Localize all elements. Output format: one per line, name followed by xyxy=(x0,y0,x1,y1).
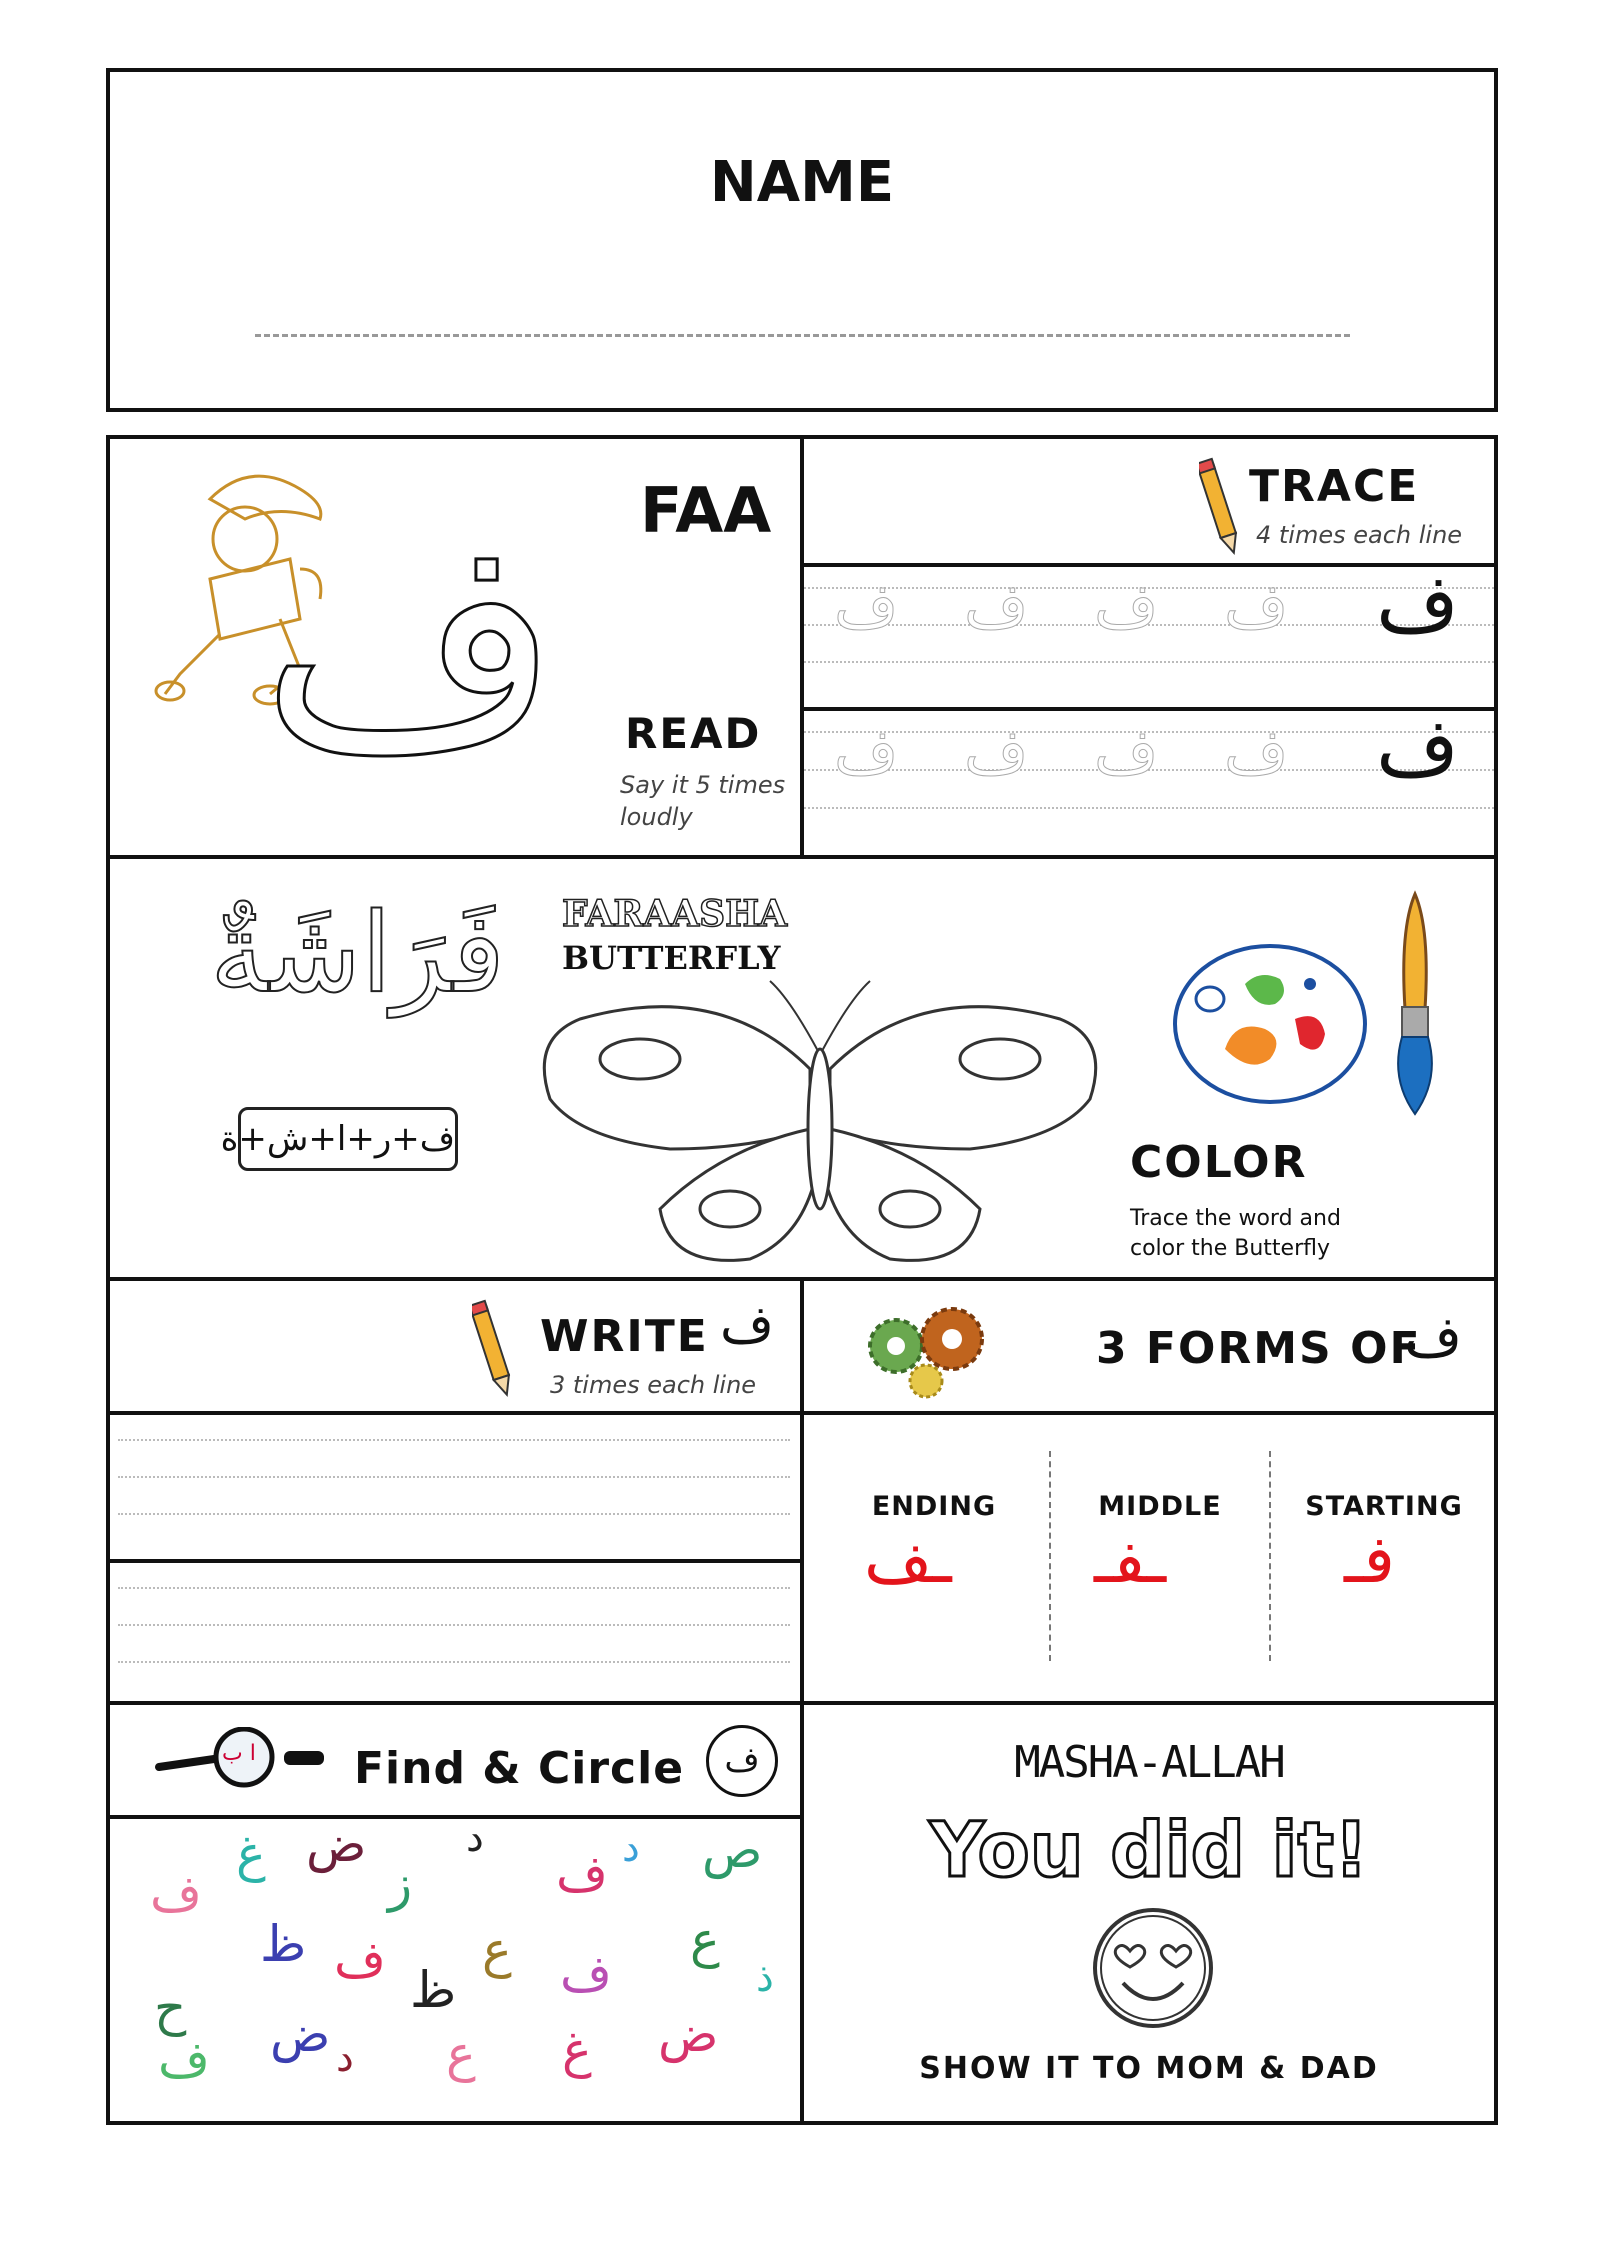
magnifier-letters: ا ب xyxy=(222,1741,256,1766)
write-letter: ف xyxy=(720,1295,774,1355)
divider xyxy=(110,1411,800,1415)
write-panel xyxy=(106,1277,804,1705)
letter-item[interactable]: غ xyxy=(562,2021,592,2079)
name-box xyxy=(106,68,1498,412)
letter-item[interactable]: ف xyxy=(334,1931,386,1989)
big-letter-outline: ف xyxy=(260,475,561,812)
letter-item[interactable]: ظ xyxy=(410,1961,457,2019)
form-glyph-middle: ـفـ xyxy=(1094,1521,1167,1598)
word-english: BUTTERFLY xyxy=(562,939,781,977)
letter-item[interactable]: ف xyxy=(556,1845,608,1903)
letter-intro-panel xyxy=(106,435,804,859)
read-title: READ xyxy=(625,709,762,758)
find-title: Find & Circle xyxy=(354,1743,685,1794)
word-spelling-box: ف+ر+ا+ش+ة xyxy=(238,1107,458,1171)
trace-dotted-letter[interactable]: ف xyxy=(964,715,1029,788)
trace-dotted-letter[interactable]: ف xyxy=(964,569,1029,642)
find-panel xyxy=(106,1701,804,2125)
reward-panel xyxy=(800,1701,1498,2125)
letter-item[interactable]: ع xyxy=(482,1921,512,1979)
palette-icon xyxy=(1170,939,1370,1109)
letter-item[interactable]: ض xyxy=(306,1815,367,1873)
you-did-it-text: You did it! xyxy=(929,1805,1369,1894)
letter-item[interactable]: ظ xyxy=(260,1915,307,1973)
letter-item[interactable]: د xyxy=(336,2035,354,2081)
forms-letter: ف xyxy=(1404,1305,1463,1370)
trace-model-letter: ف xyxy=(1376,701,1459,794)
divider xyxy=(110,1815,800,1819)
letter-item[interactable]: ف xyxy=(150,1865,202,1923)
writing-line[interactable] xyxy=(118,1439,790,1441)
dotted-word[interactable]: فَرَاشَةٌ xyxy=(210,889,505,1017)
letter-item[interactable]: ف xyxy=(158,2031,210,2089)
form-label-middle: MIDDLE xyxy=(1098,1491,1222,1522)
pencil-icon xyxy=(1199,457,1239,557)
divider xyxy=(110,1559,800,1563)
trace-title: TRACE xyxy=(1249,461,1420,512)
letter-item[interactable]: ع xyxy=(690,1911,720,1969)
letter-item[interactable]: ص xyxy=(702,1821,763,1879)
writing-line[interactable] xyxy=(118,1476,790,1478)
form-label-starting: STARTING xyxy=(1305,1491,1463,1522)
word-panel xyxy=(106,855,1498,1281)
letter-item[interactable]: ض xyxy=(658,2005,719,2063)
masha-allah-text: MASHA-ALLAH xyxy=(1014,1737,1284,1788)
trace-instruction: 4 times each line xyxy=(1256,521,1463,549)
form-glyph-ending: ـف xyxy=(864,1521,952,1598)
name-field-line[interactable] xyxy=(255,334,1350,337)
color-title: COLOR xyxy=(1130,1137,1308,1188)
letter-item[interactable]: د xyxy=(622,1825,640,1871)
forms-panel xyxy=(800,1277,1498,1705)
paintbrush-icon xyxy=(1380,889,1450,1119)
read-instruction: Say it 5 times loudly xyxy=(620,771,786,831)
form-glyph-starting: فـ xyxy=(1344,1521,1395,1598)
letter-name: FAA xyxy=(640,474,772,547)
smiley-heart-eyes-icon xyxy=(1088,1903,1218,2033)
trace-model-letter: ف xyxy=(1376,557,1459,650)
trace-dotted-letter[interactable]: ف xyxy=(1224,715,1289,788)
trace-dotted-letter[interactable]: ف xyxy=(1224,569,1289,642)
letter-item[interactable]: ض xyxy=(270,2005,331,2063)
writing-line[interactable] xyxy=(118,1624,790,1626)
letter-item[interactable]: ز xyxy=(388,1855,413,1913)
color-instruction: Trace the word and color the Butterfly xyxy=(1130,1206,1341,1261)
trace-panel xyxy=(800,435,1498,859)
letter-item[interactable]: ح xyxy=(154,1979,187,2037)
reward-footer: SHOW IT TO MOM & DAD xyxy=(919,2051,1379,2086)
name-label: NAME xyxy=(709,150,895,215)
writing-line[interactable] xyxy=(118,1661,790,1663)
letter-item[interactable]: ف xyxy=(560,1945,612,2003)
trace-dotted-letter[interactable]: ف xyxy=(1094,569,1159,642)
gears-icon xyxy=(864,1301,994,1401)
target-letter-circle: ف xyxy=(706,1725,778,1797)
divider xyxy=(804,1411,1494,1415)
word-transliteration: FARAASHA xyxy=(562,893,788,935)
letter-item[interactable]: غ xyxy=(236,1825,266,1883)
trace-dotted-letter[interactable]: ف xyxy=(1094,715,1159,788)
letter-item[interactable]: ذ xyxy=(756,1955,774,2001)
butterfly-illustration xyxy=(520,979,1120,1279)
write-title: WRITE xyxy=(540,1311,709,1362)
write-instruction: 3 times each line xyxy=(550,1371,757,1399)
writing-line[interactable] xyxy=(118,1587,790,1589)
forms-title: 3 FORMS OF xyxy=(1096,1323,1422,1374)
letter-item[interactable]: د xyxy=(466,1815,484,1861)
letter-item[interactable]: ع xyxy=(446,2025,476,2083)
pencil-icon xyxy=(472,1299,512,1399)
form-label-ending: ENDING xyxy=(871,1491,997,1522)
writing-line[interactable] xyxy=(118,1513,790,1515)
trace-dotted-letter[interactable]: ف xyxy=(834,569,899,642)
trace-dotted-letter[interactable]: ف xyxy=(834,715,899,788)
